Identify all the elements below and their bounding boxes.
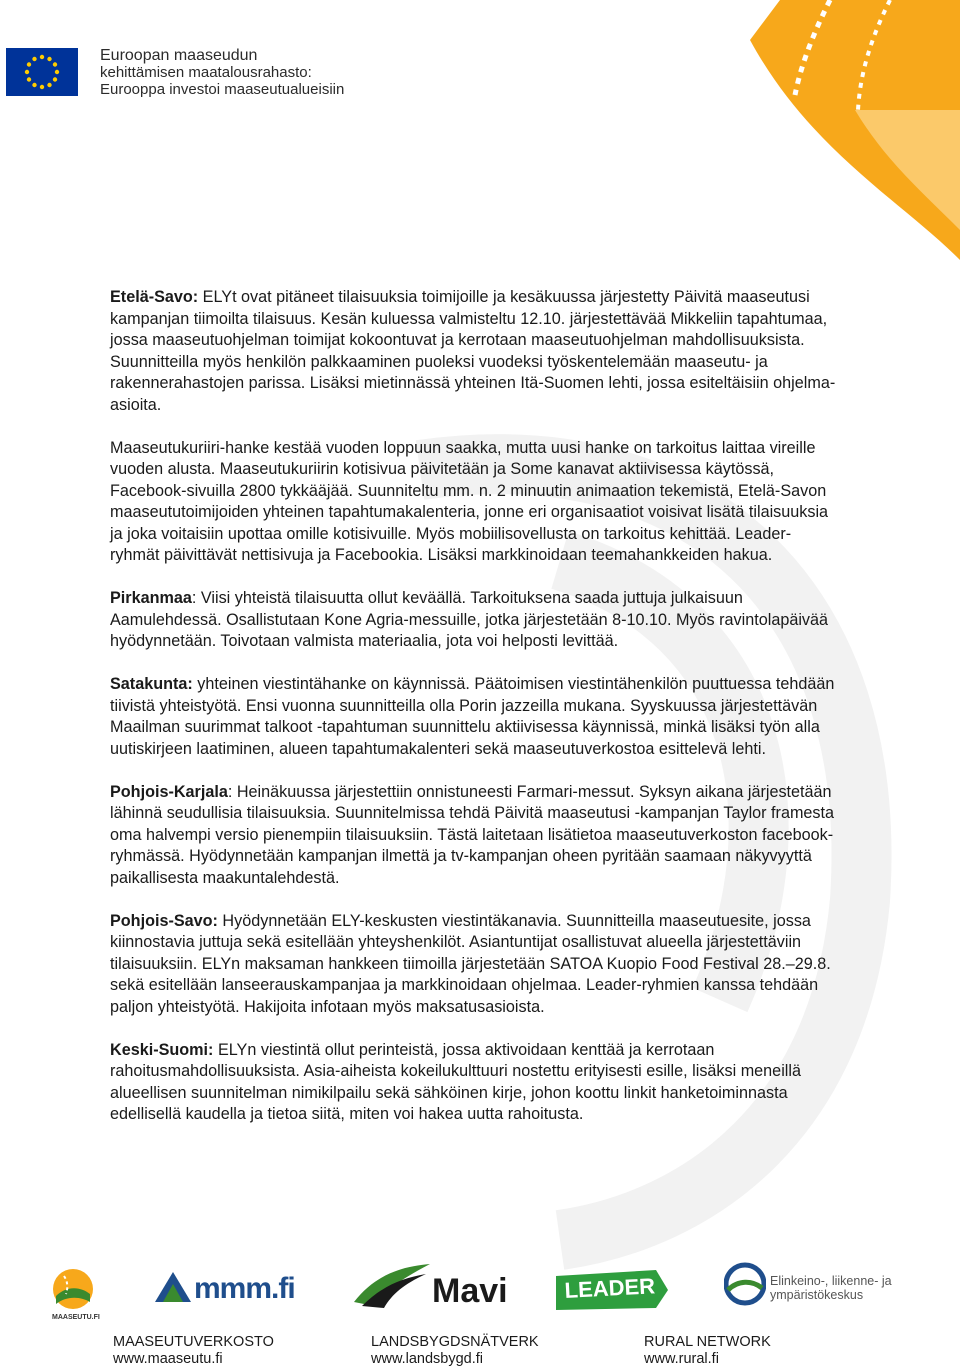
paragraph-text: : Heinäkuussa järjestettiin onnistuneesti Farmari-messut. Syksyn aikana järjestetään lähinnä seudullisia tilaisuuksia. Suunnitelmissa tehdä Päivitä maaseutusi -kampanjan Taylor framesta oma halvempi versio pienempiin tilaisuuksiin. Tästä laitetaan lisätietoa maaseutuverkoston facebook-ryhmässä. Hyödynnetään kampanjan ilmettä ja tv-kampanjan oheen pyritään saamaan näkyvyyttä paikallisesta maakuntalehdestä. — [110, 782, 835, 887]
paragraph-text: Hyödynnetään ELY-keskusten viestintäkanavia. Suunnitteilla maaseutuesite, jossa kiinnostavia juttuja sekä esitellään yhteyshenkilöt. Asiantuntijat osallistuvat alueella järjestettäviin tilaisuuksiin. ELYn maksaman hankkeen tiimoilla järjestetään SATOA Kuopio Food Festival 28.–29.8. sekä esitellään lanseerauskampanjaa ja markkinoidaan ohjelmaa. Leader-ryhmien kanssa tehdään paljon yhteistyötä. Hakijoita infotaan myös maksatusasioista. — [110, 911, 831, 1016]
paragraph-pirkanmaa — [110, 588, 840, 653]
eu-text-line-2: kehittämisen maatalousrahasto: — [100, 64, 312, 81]
paragraph-text: Maaseutukuriiri-hanke kestää vuoden loppuun saakka, mutta uusi hanke on tarkoitus laittaa vireille vuoden alusta. Maaseutukuriirin kotisivua päivitetään ja Some kanavat aktiivisessa käytössä, Facebook-sivuilla 2800 tykkääjää. Suunniteltu mm. n. 2 minuutin animaation tekemistä, Etelä-Savon maaseututoimijoiden yhteinen tapahtumakalenteria, jonne eri organisaatiot voisivat lisätä tilaisuuksia ja joka voitaisiin upottaa omille kotisivuille. Myös mobiilisovellusta on tarkoitus kehittää. Leader-ryhmät päivittävät nettisivuja ja Facebookia. Lisäksi markkinoidaan teemahankkeiden hakua. — [110, 438, 829, 564]
footer-name: LANDSBYGDSNÄTVERK — [371, 1334, 539, 1350]
mmm-logo-text: mmm.fi — [194, 1272, 295, 1305]
mavi-logo-icon — [352, 1262, 432, 1308]
paragraph-maaseutukuriiri — [110, 438, 840, 567]
paragraph-text: yhteinen viestintähanke on käynnissä. Päätoimisen viestintähenkilön puuttuessa tehdään tiivistä yhteistyötä. Ensi vuonna suunnitteilla olla Porin jazzeilla mukana. Syyskuussa järjestettävän Maailman suurimmat talkoot -tapahtuman suunnittelu aktiivisessa käynnissä, minkä lisäksi työn alla uutiskirjeen laatiminen, alueen tapahtumakalenteri sekä maaseutuverkostoa esittelevä lehti. — [110, 675, 835, 758]
eu-flag-icon — [6, 48, 78, 96]
footer-name: MAASEUTUVERKOSTO — [113, 1334, 274, 1350]
footer-url[interactable]: www.rural.fi — [644, 1351, 719, 1367]
region-name: Etelä-Savo: — [110, 288, 199, 306]
ely-logo-icon — [724, 1262, 766, 1306]
paragraph-pohjois-karjala — [110, 782, 840, 890]
paragraph-pohjois-savo — [110, 911, 840, 1019]
paragraph-text: ELYn viestintä ollut perinteistä, jossa aktivoidaan kenttää ja kerrotaan rahoitusmahdollisuuksista. Asia-aiheista kokeilukulttuuri nostettu erityisesti esille, lisäksi meneillä alueellisen suunnitelman nimikilpailu sekä sähköinen kirje, johon koottu linkit hanketoiminnasta edellisellä kaudella ja tietoa siitä, miten voi hakea uutta rahoitusta. — [110, 1040, 801, 1123]
paragraph-text: ELYt ovat pitäneet tilaisuuksia toimijoille ja kesäkuussa järjestetty Päivitä maaseutusi kampanjan tiimoilta tilaisuus. Kesän kuluessa valmisteltu 12.10. järjestettävää Mikkeliin tapahtumaa, jossa maaseutuohjelman toimijat kokoontuvat ja kerrotaan maaseutuohjelman mahdollisuuksista. Suunnitteilla myös henkilön palkkaaminen puoleksi vuodeksi työskentelemään maaseutu- ja rakennerahastojen parissa. Lisäksi mietinnässä yhteinen Itä-Suomen lehti, jossa esiteltäisiin ohjelma-asioita. — [110, 288, 836, 414]
region-name: Keski-Suomi: — [110, 1040, 214, 1059]
paragraph-satakunta — [110, 674, 840, 760]
footer-maaseutuverkosto — [113, 1334, 274, 1368]
ely-line-2: ympäristökeskus — [770, 1288, 864, 1302]
region-name: Pirkanmaa — [110, 589, 192, 607]
eu-funding-text — [100, 47, 344, 98]
footer-landsbygdsnatverk — [371, 1334, 539, 1368]
eu-text-line-1: Euroopan maaseudun — [100, 47, 258, 64]
region-name: Pohjois-Savo: — [110, 911, 218, 930]
footer-logos — [0, 1262, 960, 1332]
maaseutu-logo-label: MAASEUTU.FI — [52, 1314, 100, 1321]
paragraph-keski-suomi — [110, 1040, 840, 1126]
mavi-logo-text: Mavi — [432, 1272, 508, 1310]
mmm-logo-icon — [155, 1268, 191, 1304]
ely-line-1: Elinkeino-, liikenne- ja — [770, 1274, 892, 1288]
footer-name: RURAL NETWORK — [644, 1334, 771, 1350]
footer-rural-network — [644, 1334, 771, 1368]
region-name: Pohjois-Karjala — [110, 782, 228, 801]
maaseutu-logo-icon — [52, 1268, 94, 1310]
region-name: Satakunta: — [110, 675, 193, 693]
eu-text-line-3: Eurooppa investoi maaseutualueisiin — [100, 81, 345, 98]
footer-url[interactable]: www.landsbygd.fi — [371, 1351, 484, 1367]
ely-logo-text — [770, 1274, 892, 1302]
corner-decoration — [660, 0, 960, 300]
paragraph-etela-savo — [110, 287, 840, 416]
paragraph-text: : Viisi yhteistä tilaisuutta ollut keväällä. Tarkoituksena saada juttuja julkaisuun Aamulehdessä. Osallistutaan Kone Agria-messuille, jotka järjestetään 8-10.10. Myös ravintolapäivää hyödynnetään. Toivotaan valmista materiaalia, jota voi helposti levittää. — [110, 589, 829, 650]
document-body — [110, 287, 840, 1147]
leader-logo-text: LEADER — [564, 1273, 656, 1303]
footer-url[interactable]: www.maaseutu.fi — [113, 1351, 223, 1367]
